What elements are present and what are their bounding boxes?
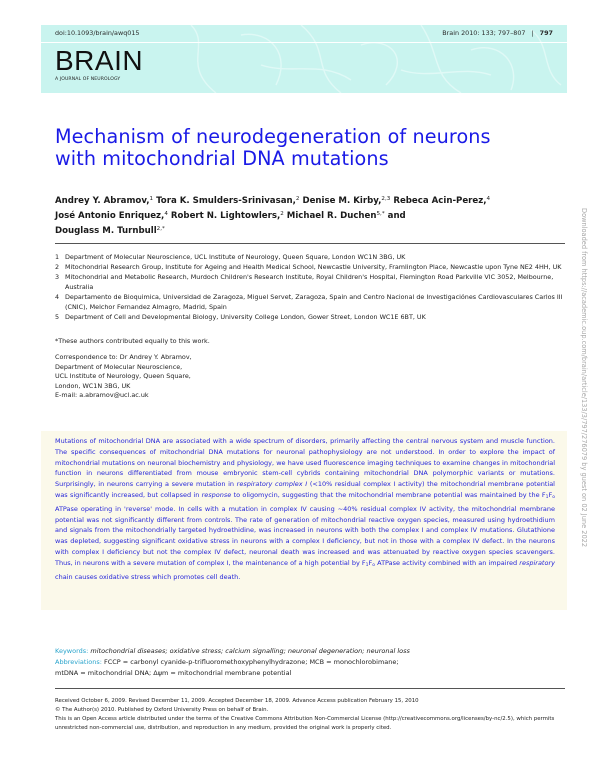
author[interactable]	[156, 196, 299, 206]
affiliation-text: Department of Molecular Neuroscience, UCL Institute of Neurology, Queen Square, London WC1N 3BG, UK	[65, 253, 406, 261]
correspondence-email[interactable]: E-mail: a.abramov@ucl.ac.uk	[55, 391, 149, 400]
title-line-2: with mitochondrial DNA mutations	[55, 147, 389, 170]
keywords-value: mitochondrial diseases; oxidative stress; calcium signalling; neuronal degeneration; neuronal loss	[90, 647, 410, 655]
author-name: Denise M. Kirby,	[302, 196, 382, 206]
affiliation-text: Mitochondrial and Metabolic Research, Murdoch Children's Research Institute, Royal Children's Hospital, Flemington Road Parkville VIC 3052, Melbourne, Australia	[65, 273, 554, 291]
page-number: 797	[539, 29, 553, 37]
abstract-segment: F	[368, 558, 373, 567]
author-name: José Antonio Enriquez,	[55, 211, 165, 221]
abbreviations-line-2: mtDNA = mitochondrial DNA; Δψm = mitochondrial membrane potential	[55, 669, 292, 677]
affiliation-list	[55, 252, 567, 322]
author[interactable]	[55, 226, 165, 236]
affiliation-text: Departamento de Bioquimica, Universidad de Zaragoza, Miguel Servet, Zaragoza, Spain and Centro Nacional de Investigaciónes Cardiovasculares Carlos III (CNIC), Melchor Fernandez Almagro, Madrid, Spain	[65, 293, 563, 311]
correspondence-line: Correspondence to: Dr Andrey Y. Abramov,	[55, 353, 192, 361]
abstract-segment: (<10% residual complex I activity) the mitochondrial membrane potential was significantly increased, but collapsed in	[55, 480, 555, 499]
title-line-1: Mechanism of neurodegeneration of neurons	[55, 125, 491, 148]
affiliation-ref: 4	[164, 211, 168, 217]
equal-contribution-note: *These authors contributed equally to this work.	[55, 337, 210, 345]
citation-text: Brain 2010: 133; 797–807	[442, 29, 526, 37]
affiliation-ref: 2,*	[156, 226, 165, 232]
author-name: Tora K. Smulders-Srinivasan,	[156, 196, 296, 206]
abstract-segment: ATPase operating in 'reverse' mode. In cells with a mutation in complex IV causing ~40% residual complex IV activity, the mitochondrial membrane potential was not significantly different from controls. The rate of generation of mitochondrial reactive oxygen species, measured using hydroethidium and signals from the mitochondrially targeted hydroethidine, was increased in neurons with both the complex I and complex IV mutations. Glutathione was depleted, suggesting significant oxidative stress in neurons with a complex I deficiency, but not in those with a complex IV defect. In the neurons with complex I deficiency but not the complex IV defect, neuronal death was increased and was attenuated by reactive oxygen species scavengers. Thus, in neurons with a severe mutation of complex I, the maintenance of a high potential by F	[55, 504, 555, 567]
author-list	[55, 193, 565, 238]
affiliation-ref: 2	[280, 211, 284, 217]
journal-logo: BRAIN	[55, 45, 144, 76]
separator: |	[531, 29, 534, 37]
keywords-label: Keywords:	[55, 647, 89, 655]
affiliation-ref: 2	[295, 196, 300, 202]
abstract-segment: Mutations of mitochondrial DNA are associated with a wide spectrum of disorders, primarily affecting the central nervous system and muscle function. The specific consequences of mitochondrial DNA mutations for neuronal pathophysiology are not understood. In order to explore the impact of mitochondrial mutations on neuronal biochemistry and physiology, we have used fluorescence imaging techniques to examine changes in mitochondrial function in neurons differentiated from mouse embryonic stem-cell cybrids containing mitochondrial DNA polymorphic variants or mutations. Surprisingly, in neurons carrying a severe mutation in	[55, 437, 555, 489]
affiliation-item	[55, 262, 567, 272]
abstract-segment: chain causes oxidative stress which promotes cell death.	[55, 572, 241, 581]
affiliation-number: 2	[55, 263, 60, 271]
abbreviations-block	[55, 657, 565, 679]
journal-header	[41, 25, 567, 93]
divider	[55, 243, 565, 244]
article-title	[55, 126, 555, 170]
abstract-segment: to oligomycin, suggesting that the mitochondrial membrane potential was maintained by the F	[231, 490, 546, 499]
affiliation-text: Department of Cell and Developmental Biology, University College London, Gower Street, London WC1E 6BT, UK	[65, 313, 426, 321]
header-top-bar	[41, 25, 567, 43]
affiliation-ref: 5,*	[376, 211, 385, 217]
abstract-text	[55, 436, 555, 582]
affiliation-number: 4	[55, 293, 60, 301]
affiliation-ref: 2,3	[381, 196, 391, 202]
affiliation-number: 3	[55, 273, 60, 281]
affiliation-number: 5	[55, 313, 60, 321]
abstract-segment: ATPase activity combined with an impaired	[375, 558, 520, 567]
author-name: Rebeca Acin-Perez,	[393, 196, 487, 206]
publication-info	[55, 697, 567, 733]
correspondence-line: London, WC1N 3BG, UK	[55, 381, 131, 390]
affiliation-ref: 1	[149, 196, 154, 202]
subscript: o	[552, 494, 555, 500]
author[interactable]	[171, 211, 284, 221]
author-name: Douglass M. Turnbull	[55, 226, 157, 236]
affiliation-text: Mitochondrial Research Group, Institute for Ageing and Health Medical School, Newcastle University, Framlington Place, Newcastle upon Tyne NE2 4HH, UK	[65, 263, 562, 271]
affiliation-item	[55, 252, 567, 262]
abbreviations-label: Abbreviations:	[55, 658, 102, 666]
abstract-segment: F	[548, 490, 553, 499]
affiliation-item	[55, 272, 567, 292]
author-name: Andrey Y. Abramov,	[55, 196, 150, 206]
abstract-italic: response	[201, 490, 232, 499]
journal-subtitle: A JOURNAL OF NEUROLOGY	[55, 77, 121, 82]
citation-info	[442, 29, 553, 37]
doi-link[interactable]: doi:10.1093/brain/awq015	[55, 29, 140, 37]
affiliation-item	[55, 312, 567, 322]
affiliation-number: 1	[55, 253, 60, 261]
divider	[55, 688, 565, 689]
abbreviations-line-1: FCCP = carbonyl cyanide-p-trifluoromethoxyphenylhydrazone; MCB = monochlorobimane;	[103, 658, 399, 666]
author-name: Michael R. Duchen	[286, 211, 377, 221]
download-watermark: Downloaded from https://academic.oup.com/brain/article/133/3/797/276079 by guest on 02 June 2022	[580, 208, 588, 548]
affiliation-item	[55, 292, 567, 312]
publication-dates: Received October 6, 2009. Revised December 11, 2009. Accepted December 18, 2009. Advance Access publication February 15, 2010	[55, 698, 419, 704]
affiliation-ref: 4	[486, 196, 491, 202]
author[interactable]	[393, 196, 490, 206]
author-name: Robert N. Lightowlers,	[170, 211, 281, 221]
abstract-italic: respiratory	[519, 558, 555, 567]
license-text: This is an Open Access article distributed under the terms of the Creative Commons Attribution Non-Commercial License (http://creativecommons.org/licenses/by-nc/2.5), which permits unrestricted non-commercial use, distribution, and reproduction in any medium, provided the original work is properly cited.	[55, 716, 555, 731]
subscript: 1	[545, 494, 549, 500]
author[interactable]	[287, 211, 385, 221]
correspondence-line: Department of Molecular Neuroscience,	[55, 362, 183, 371]
correspondence-line: UCL Institute of Neurology, Queen Square,	[55, 372, 191, 381]
author[interactable]	[302, 196, 390, 206]
conjunction: and	[387, 211, 406, 221]
keywords-line	[55, 646, 565, 657]
subscript: 1	[365, 562, 369, 568]
abstract-italic: respiratory complex I	[236, 480, 308, 489]
subscript: o	[372, 562, 376, 568]
author[interactable]	[55, 196, 153, 206]
copyright-line: © The Author(s) 2010. Published by Oxford University Press on behalf of Brain.	[55, 707, 269, 713]
author[interactable]	[55, 211, 168, 221]
correspondence-block	[55, 353, 192, 401]
